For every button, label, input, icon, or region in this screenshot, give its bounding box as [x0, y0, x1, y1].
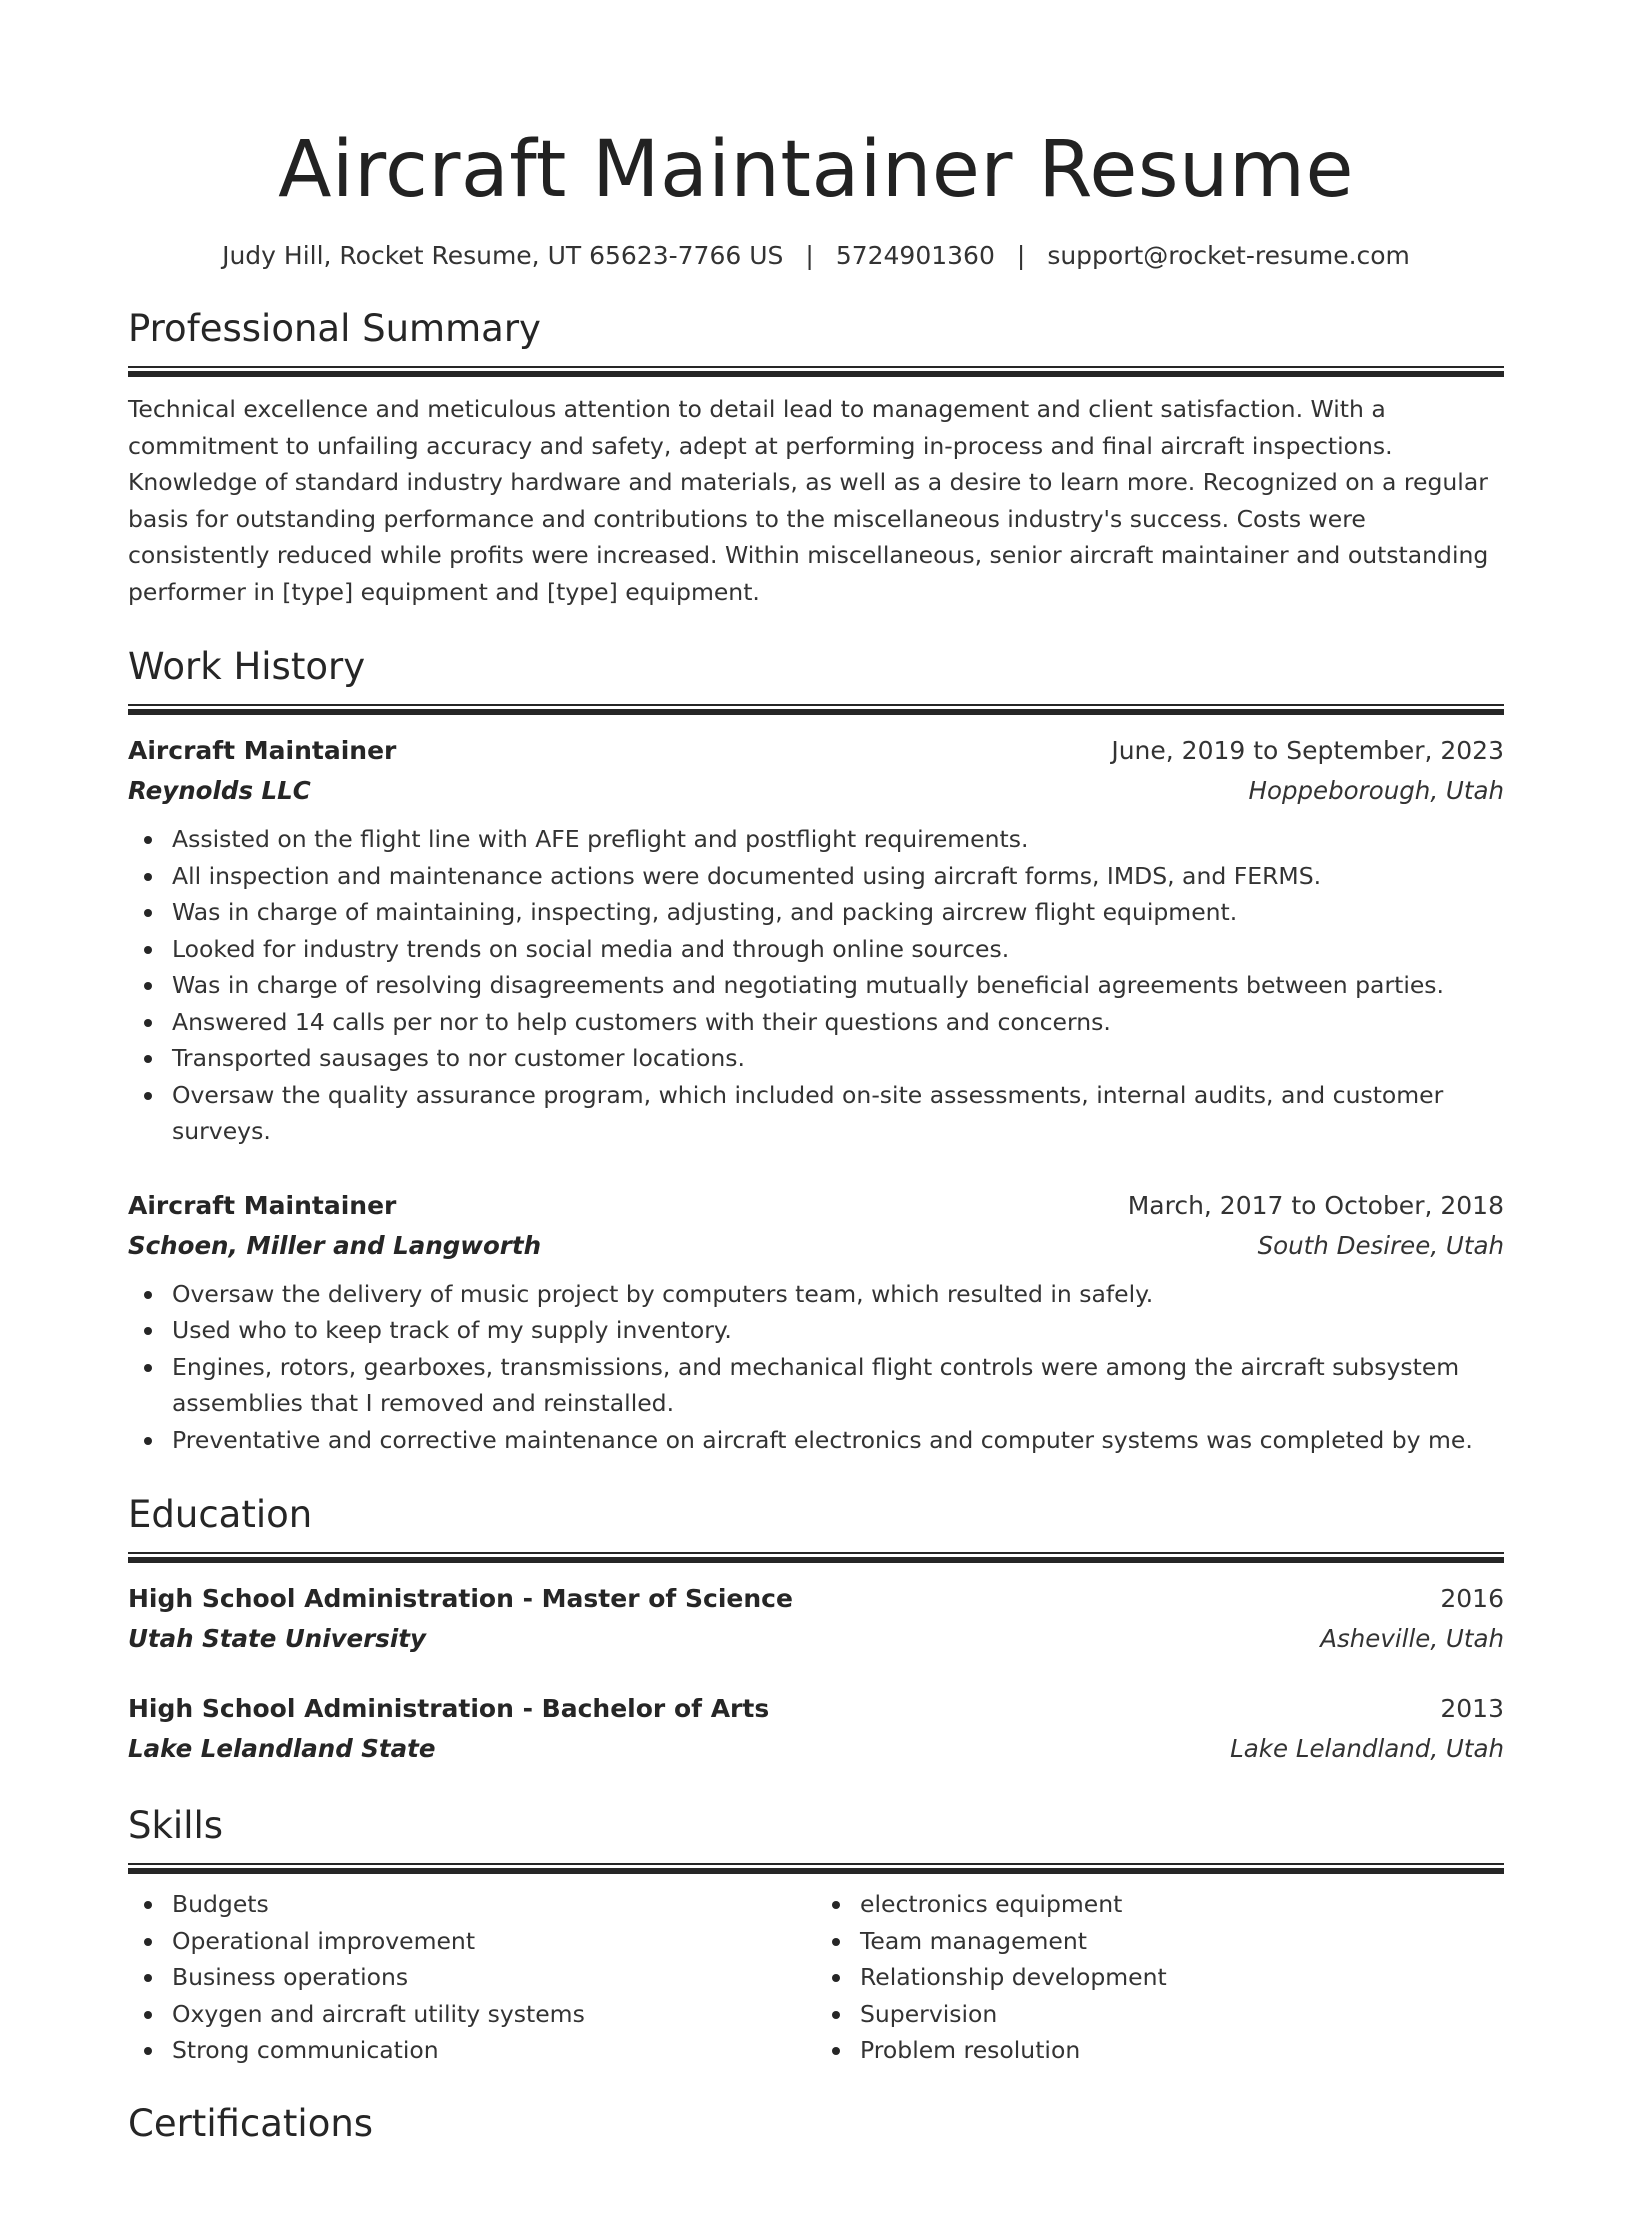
education-location: Asheville, Utah	[1320, 1624, 1504, 1653]
list-item: Oversaw the delivery of music project by computers team, which resulted in safely.	[172, 1276, 1504, 1313]
skills-column-right	[816, 1886, 1504, 2069]
skill-item: Budgets	[172, 1886, 816, 1923]
job-bullets	[128, 821, 1504, 1150]
contact-separator: |	[1016, 241, 1026, 270]
education-entry	[128, 1579, 1504, 1659]
job-bullets	[128, 1276, 1504, 1459]
list-item: Assisted on the flight line with AFE preflight and postflight requirements.	[172, 821, 1504, 858]
job-entry	[128, 731, 1504, 1150]
list-item: Transported sausages to nor customer locations.	[172, 1040, 1504, 1077]
list-item: All inspection and maintenance actions were documented using aircraft forms, IMDS, and FERMS.	[172, 858, 1504, 895]
list-item: Answered 14 calls per nor to help customers with their questions and concerns.	[172, 1004, 1504, 1041]
job-title: Aircraft Maintainer	[128, 736, 397, 765]
skill-item: Business operations	[172, 1959, 816, 1996]
skill-item: Relationship development	[860, 1959, 1504, 1996]
list-item: Preventative and corrective maintenance on aircraft electronics and computer systems was completed by me.	[172, 1422, 1504, 1459]
certifications-section-header	[128, 2101, 1504, 2145]
skill-item: Operational improvement	[172, 1923, 816, 1960]
contact-line	[128, 240, 1504, 272]
education-degree: High School Administration - Master of Science	[128, 1584, 793, 1613]
list-item: Was in charge of maintaining, inspecting, adjusting, and packing aircrew flight equipment.	[172, 894, 1504, 931]
contact-phone: 5724901360	[835, 241, 995, 270]
skills-heading: Skills	[128, 1804, 224, 1847]
section-divider	[128, 1863, 1504, 1874]
skill-item: electronics equipment	[860, 1886, 1504, 1923]
job-entry	[128, 1186, 1504, 1459]
job-title: Aircraft Maintainer	[128, 1190, 397, 1220]
skill-item: Strong communication	[172, 2032, 816, 2069]
education-school: Utah State University	[128, 1624, 426, 1653]
education-school: Lake Lelandland State	[128, 1734, 436, 1763]
work-heading: Work History	[128, 645, 366, 688]
education-year: 2013	[1440, 1694, 1504, 1723]
section-divider	[128, 704, 1504, 715]
skill-item: Team management	[860, 1923, 1504, 1960]
section-divider	[128, 366, 1504, 377]
list-item: Looked for industry trends on social media and through online sources.	[172, 931, 1504, 968]
job-dates: June, 2019 to September, 2023	[1111, 736, 1504, 765]
job-location: South Desiree, Utah	[1257, 1230, 1504, 1260]
job-company: Schoen, Miller and Langworth	[128, 1230, 542, 1260]
list-item: Was in charge of resolving disagreements and negotiating mutually beneficial agreements between parties.	[172, 967, 1504, 1004]
education-entry	[128, 1689, 1504, 1769]
education-degree: High School Administration - Bachelor of Arts	[128, 1694, 770, 1723]
education-heading: Education	[128, 1493, 313, 1536]
contact-address: Judy Hill, Rocket Resume, UT 65623-7766 US	[222, 241, 784, 270]
education-year: 2016	[1440, 1584, 1504, 1613]
contact-separator: |	[805, 241, 814, 270]
contact-email: support@rocket-resume.com	[1047, 241, 1410, 270]
education-location: Lake Lelandland, Utah	[1230, 1734, 1504, 1763]
work-section-header	[128, 644, 1504, 715]
summary-section-header	[128, 306, 1504, 377]
list-item: Used who to keep track of my supply inventory.	[172, 1312, 1504, 1349]
list-item: Engines, rotors, gearboxes, transmissions, and mechanical flight controls were among the aircraft subsystem assemblies that I removed and reinstalled.	[172, 1349, 1504, 1422]
job-company: Reynolds LLC	[128, 776, 311, 805]
section-divider	[128, 1552, 1504, 1563]
certifications-heading: Certifications	[128, 2101, 374, 2145]
skills-column-left	[128, 1886, 816, 2069]
job-dates: March, 2017 to October, 2018	[1127, 1190, 1504, 1220]
skill-item: Supervision	[860, 1996, 1504, 2033]
resume-page	[0, 122, 1632, 2234]
skill-item: Problem resolution	[860, 2032, 1504, 2069]
summary-heading: Professional Summary	[128, 307, 541, 350]
skills-section-header	[128, 1803, 1504, 1874]
summary-text: Technical excellence and meticulous attention to detail lead to management and client satisfaction. With a commitment to unfailing accuracy and safety, adept at performing in-process and final aircraft inspections. Knowledge of standard industry hardware and materials, as well as a desire to learn more. Recognized on a regular basis for outstanding performance and contributions to the miscellaneous industry's success. Costs were consistently reduced while profits were increased. Within miscellaneous, senior aircraft maintainer and outstanding performer in [type] equipment and [type] equipment.	[128, 395, 1489, 606]
resume-title: Aircraft Maintainer Resume	[278, 125, 1354, 215]
job-location: Hoppeborough, Utah	[1248, 776, 1504, 805]
skill-item: Oxygen and aircraft utility systems	[172, 1996, 816, 2033]
list-item: Oversaw the quality assurance program, which included on-site assessments, internal audits, and customer surveys.	[172, 1077, 1504, 1150]
skills-grid	[128, 1886, 1504, 2069]
education-section-header	[128, 1492, 1504, 1563]
